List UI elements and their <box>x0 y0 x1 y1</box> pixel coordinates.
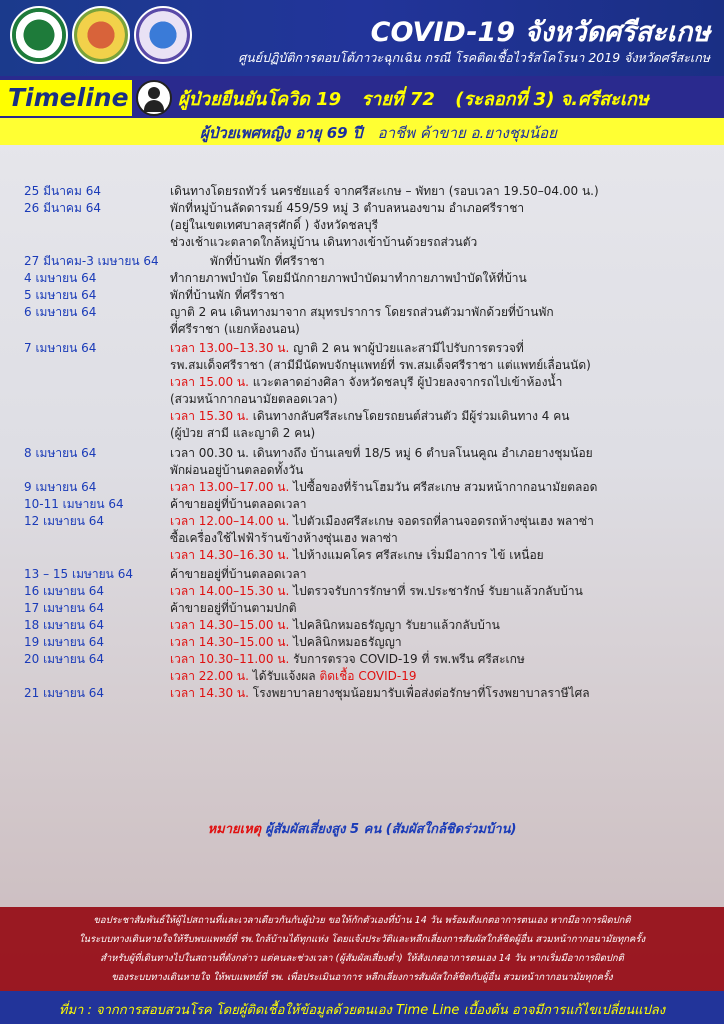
timeline-row <box>0 183 724 200</box>
entry-date: 8 เมษายน 64 <box>24 446 97 460</box>
entry-result: ติดเชื้อ COVID-19 <box>319 669 417 683</box>
timeline-row <box>0 651 724 668</box>
timeline-row <box>0 462 724 479</box>
timeline-row <box>0 234 724 251</box>
timeline-row <box>0 217 724 234</box>
timeline-row <box>0 445 724 462</box>
entry-time: เวลา 14.00–15.30 น. <box>170 584 290 598</box>
entry-text-wrap <box>170 530 398 547</box>
entry-text: ช่วงเช้าแวะตลาดใกล้หมู่บ้าน เดินทางเข้าบ้านด้วยรถส่วนตัว <box>170 235 478 249</box>
entry-date: 18 เมษายน 64 <box>24 618 105 632</box>
entry-date: 19 เมษายน 64 <box>24 635 105 649</box>
note-label: หมายเหตุ <box>207 822 262 837</box>
timeline-row <box>0 600 724 617</box>
timeline-row <box>0 304 724 321</box>
entry-text-wrap <box>170 357 591 374</box>
entry-text: พักที่บ้านพัก ที่ศรีราชา <box>170 288 285 302</box>
case-heading <box>178 84 718 113</box>
patient-summary: ผู้ป่วยเพศหญิง อายุ 69 ปี <box>200 124 363 142</box>
entry-time: เวลา 14.30–15.00 น. <box>170 635 290 649</box>
entry-text: แวะตลาดอ่างศิลา จังหวัดชลบุรี ผู้ป่วยลงจากรถไปเข้าห้องน้ำ <box>248 375 563 389</box>
entry-text-wrap <box>210 253 325 270</box>
entry-text-wrap <box>170 183 599 200</box>
entry-text-wrap <box>170 391 338 408</box>
entry-date: 9 เมษายน 64 <box>24 480 97 494</box>
entry-text: ได้รับแจ้งผล <box>248 669 320 683</box>
entry-date: 4 เมษายน 64 <box>24 271 97 285</box>
entry-text-wrap <box>170 685 590 702</box>
entry-time: เวลา 14.30–15.00 น. <box>170 618 290 632</box>
entry-date: 26 มีนาคม 64 <box>24 201 101 215</box>
entry-date: 13 – 15 เมษายน 64 <box>24 567 133 581</box>
timeline-row <box>0 668 724 685</box>
entry-text-wrap <box>170 340 524 357</box>
timeline-row <box>0 321 724 338</box>
ministry-logo <box>10 6 68 64</box>
entry-time: เวลา 14.30 น. <box>170 686 249 700</box>
patient-occupation: อาชีพ ค้าขาย อ.ยางชุมน้อย <box>377 124 557 142</box>
timeline-row <box>0 253 724 270</box>
entry-text: เดินทางกลับศรีสะเกษโดยรถยนต์ส่วนตัว มีผู้ร่วมเดินทาง 4 คน <box>248 409 570 423</box>
note-text: ผู้สัมผัสเสี่ยงสูง 5 คน (สัมผัสใกล้ชิดร่วมบ้าน) <box>265 822 517 837</box>
entry-text: ไปซื้อของที่ร้านโฮมวัน ศรีสะเกษ สวมหน้ากากอนามัยตลอด <box>289 480 598 494</box>
entry-text: ค้าขายอยู่ที่บ้านตลอดเวลา <box>170 497 307 511</box>
case-number: รายที่ 72 <box>361 89 435 110</box>
advisory-line: สำหรับผู้ที่เดินทางไปในสถานที่ดังกล่าว แต่คนละช่วงเวลา (ผู้สัมผัสเสี่ยงต่ำ) ให้สังเกตอาการตนเอง 14 วัน หากเริ่มมีอาการผิดปกติ <box>100 953 624 964</box>
timeline-row <box>0 340 724 357</box>
entry-text-wrap <box>170 668 417 685</box>
entry-text: ไปตัวเมืองศรีสะเกษ จอดรถที่ลานจอดรถห้างซุ่นเฮง พลาซ่า <box>289 514 594 528</box>
entry-text-wrap <box>170 566 307 583</box>
timeline-row <box>0 547 724 564</box>
timeline-row <box>0 685 724 702</box>
timeline-row <box>0 287 724 304</box>
entry-time: เวลา 15.30 น. <box>170 409 249 423</box>
entry-text: ญาติ 2 คน เดินทางมาจาก สมุทรปราการ โดยรถส่วนตัวมาพักด้วยที่บ้านพัก <box>170 305 554 319</box>
entry-text-wrap <box>170 651 525 668</box>
province-logo <box>72 6 130 64</box>
entry-text-wrap <box>170 321 300 338</box>
entry-text: ญาติ 2 คน พาผู้ป่วยและสามีไปรับการตรวจที่ <box>289 341 524 355</box>
entry-text: ไปห้างแมคโคร ศรีสะเกษ เริ่มมีอาการ ไข้ เหนื่อย <box>289 548 544 562</box>
patient-icon <box>136 80 172 116</box>
entry-date: 27 มีนาคม-3 เมษายน 64 <box>24 254 159 268</box>
page-title: COVID-19 จังหวัดศรีสะเกษ <box>370 17 710 48</box>
page-subtitle: ศูนย์ปฏิบัติการตอบโต้ภาวะฉุกเฉิน กรณี โรคติดเชื้อไวรัสโคโรนา 2019 จังหวัดศรีสะเกษ <box>238 50 710 65</box>
advisory-line: ของระบบทางเดินหายใจ ให้พบแพทย์ที่ รพ. เพื่อประเมินอาการ หลีกเลี่ยงการสัมผัสใกล้ชิดกับผู้อื่น สวมหน้ากากอนามัยทุกครั้ง <box>111 972 613 983</box>
entry-text: (สวมหน้ากากอนามัยตลอดเวลา) <box>170 392 338 406</box>
timeline-row <box>0 425 724 442</box>
entry-text: ทำกายภาพบำบัด โดยมีนักกายภาพบำบัดมาทำกายภาพบำบัดให้ที่บ้าน <box>170 271 527 285</box>
entry-text: โรงพยาบาลยางชุมน้อยมารับเพื่อส่งต่อรักษาที่โรงพยาบาลราษีไศล <box>248 686 590 700</box>
entry-date: 6 เมษายน 64 <box>24 305 97 319</box>
entry-text-wrap <box>170 496 307 513</box>
timeline-row <box>0 583 724 600</box>
timeline-row <box>0 617 724 634</box>
entry-text-wrap <box>170 200 524 217</box>
source-text: ที่มา : จากการสอบสวนโรค โดยผู้ติดเชื้อให้ข้อมูลด้วยตนเอง Time Line เบื้องต้น อาจมีการแก้ไขเปลี่ยนแปลง <box>58 1003 666 1018</box>
entry-text: พักผ่อนอยู่บ้านตลอดทั้งวัน <box>170 463 304 477</box>
entry-text: รพ.สมเด็จศรีราชา (สามีมีนัดพบจักษุแพทย์ที่ รพ.สมเด็จศรีราชา แต่แพทย์เลื่อนนัด) <box>170 358 591 372</box>
advisory-line: ขอประชาสัมพันธ์ให้ผู้ไปสถานที่และเวลาเดียวกันกับผู้ป่วย ขอให้กักตัวเองที่บ้าน 14 วัน พร้อมสังเกตอาการตนเอง หากมีอาการผิดปกติ <box>93 915 631 926</box>
entry-text: ไปคลินิกหมอธรัญญา <box>289 635 402 649</box>
entry-text-wrap <box>170 513 594 530</box>
entry-date: 17 เมษายน 64 <box>24 601 105 615</box>
header <box>0 0 724 76</box>
entry-text-wrap <box>170 270 527 287</box>
note <box>0 818 724 839</box>
case-heading-text: ผู้ป่วยยืนยันโควิด 19 <box>178 89 342 110</box>
health-office-logo <box>134 6 192 64</box>
entry-text-wrap <box>170 217 378 234</box>
entry-time: เวลา 15.00 น. <box>170 375 249 389</box>
entry-time: เวลา 13.00–13.30 น. <box>170 341 290 355</box>
entry-text: เวลา 00.30 น. เดินทางถึง บ้านเลขที่ 18/5 หมู่ 6 ตำบลโนนคูณ อำเภอยางชุมน้อย <box>170 446 593 460</box>
entry-text: ซื้อเครื่องใช้ไฟฟ้าร้านข้างห้างซุ่นเฮง พลาซ่า <box>170 531 398 545</box>
entry-text-wrap <box>170 425 315 442</box>
entry-text: รับการตรวจ COVID-19 ที่ รพ.พรีน ศรีสะเกษ <box>289 652 525 666</box>
timeline-row <box>0 513 724 530</box>
entry-date: 20 เมษายน 64 <box>24 652 105 666</box>
entry-text-wrap <box>170 600 297 617</box>
entry-text: ที่ศรีราชา (แยกห้องนอน) <box>170 322 300 336</box>
entry-date: 16 เมษายน 64 <box>24 584 105 598</box>
entry-text: ค้าขายอยู่ที่บ้านตามปกติ <box>170 601 297 615</box>
entry-date: 7 เมษายน 64 <box>24 341 97 355</box>
timeline-label: Timeline <box>0 80 132 116</box>
entry-text-wrap <box>170 634 402 651</box>
entry-text: ไปตรวจรับการรักษาที่ รพ.ประชารักษ์ รับยาแล้วกลับบ้าน <box>289 584 583 598</box>
timeline-row <box>0 357 724 374</box>
timeline-row <box>0 479 724 496</box>
entry-time: เวลา 22.00 น. <box>170 669 249 683</box>
case-wave: (ระลอกที่ 3) จ.ศรีสะเกษ <box>455 89 649 110</box>
entry-time: เวลา 12.00–14.00 น. <box>170 514 290 528</box>
entry-text-wrap <box>170 304 554 321</box>
entry-text-wrap <box>170 234 477 251</box>
entry-text-wrap <box>170 583 583 600</box>
entry-time: เวลา 10.30–11.00 น. <box>170 652 290 666</box>
entry-date: 12 เมษายน 64 <box>24 514 105 528</box>
entry-date: 10-11 เมษายน 64 <box>24 497 124 511</box>
entry-text-wrap <box>170 445 593 462</box>
entry-text: พักที่บ้านพัก ที่ศรีราชา <box>210 254 325 268</box>
timeline-row <box>0 634 724 651</box>
entry-date: 5 เมษายน 64 <box>24 288 97 302</box>
timeline-row <box>0 270 724 287</box>
timeline-row <box>0 374 724 391</box>
entry-text: ไปคลินิกหมอธรัญญา รับยาแล้วกลับบ้าน <box>289 618 500 632</box>
entry-text-wrap <box>170 479 597 496</box>
entry-text: พักที่หมู่บ้านลัดดารมย์ 459/59 หมู่ 3 ตำบลหนองขาม อำเภอศรีราชา <box>170 201 525 215</box>
patient-info <box>200 121 557 145</box>
entry-text: (อยู่ในเขตเทศบาลสุรศักดิ์ ) จังหวัดชลบุรี <box>170 218 379 232</box>
timeline-row <box>0 391 724 408</box>
entry-date: 25 มีนาคม 64 <box>24 184 101 198</box>
entry-text: ค้าขายอยู่ที่บ้านตลอดเวลา <box>170 567 307 581</box>
timeline-row <box>0 200 724 217</box>
timeline-row <box>0 496 724 513</box>
entry-text-wrap <box>170 374 562 391</box>
entry-time: เวลา 14.30–16.30 น. <box>170 548 290 562</box>
timeline-row <box>0 566 724 583</box>
entry-text-wrap <box>170 462 303 479</box>
entry-text-wrap <box>170 617 500 634</box>
advisory-footer <box>0 907 724 991</box>
entry-date: 21 เมษายน 64 <box>24 686 105 700</box>
entry-text-wrap <box>170 408 569 425</box>
entry-text-wrap <box>170 287 285 304</box>
advisory-line: ในระบบทางเดินหายใจให้รีบพบแพทย์ที่ รพ.ใกล้บ้านได้ทุกแห่ง โดยแจ้งประวัติและหลีกเลี่ยงการสัมผัสใกล้ชิดผู้อื่น สวมหน้ากากอนามัยทุกครั้ง <box>78 934 646 945</box>
entry-text: เดินทางโดยรถทัวร์ นครชัยแอร์ จากศรีสะเกษ – พัทยา (รอบเวลา 19.50–04.00 น.) <box>170 184 599 198</box>
entry-text-wrap <box>170 547 544 564</box>
timeline-row <box>0 530 724 547</box>
entry-text: (ผู้ป่วย สามี และญาติ 2 คน) <box>170 426 316 440</box>
entry-time: เวลา 13.00–17.00 น. <box>170 480 290 494</box>
timeline-row <box>0 408 724 425</box>
